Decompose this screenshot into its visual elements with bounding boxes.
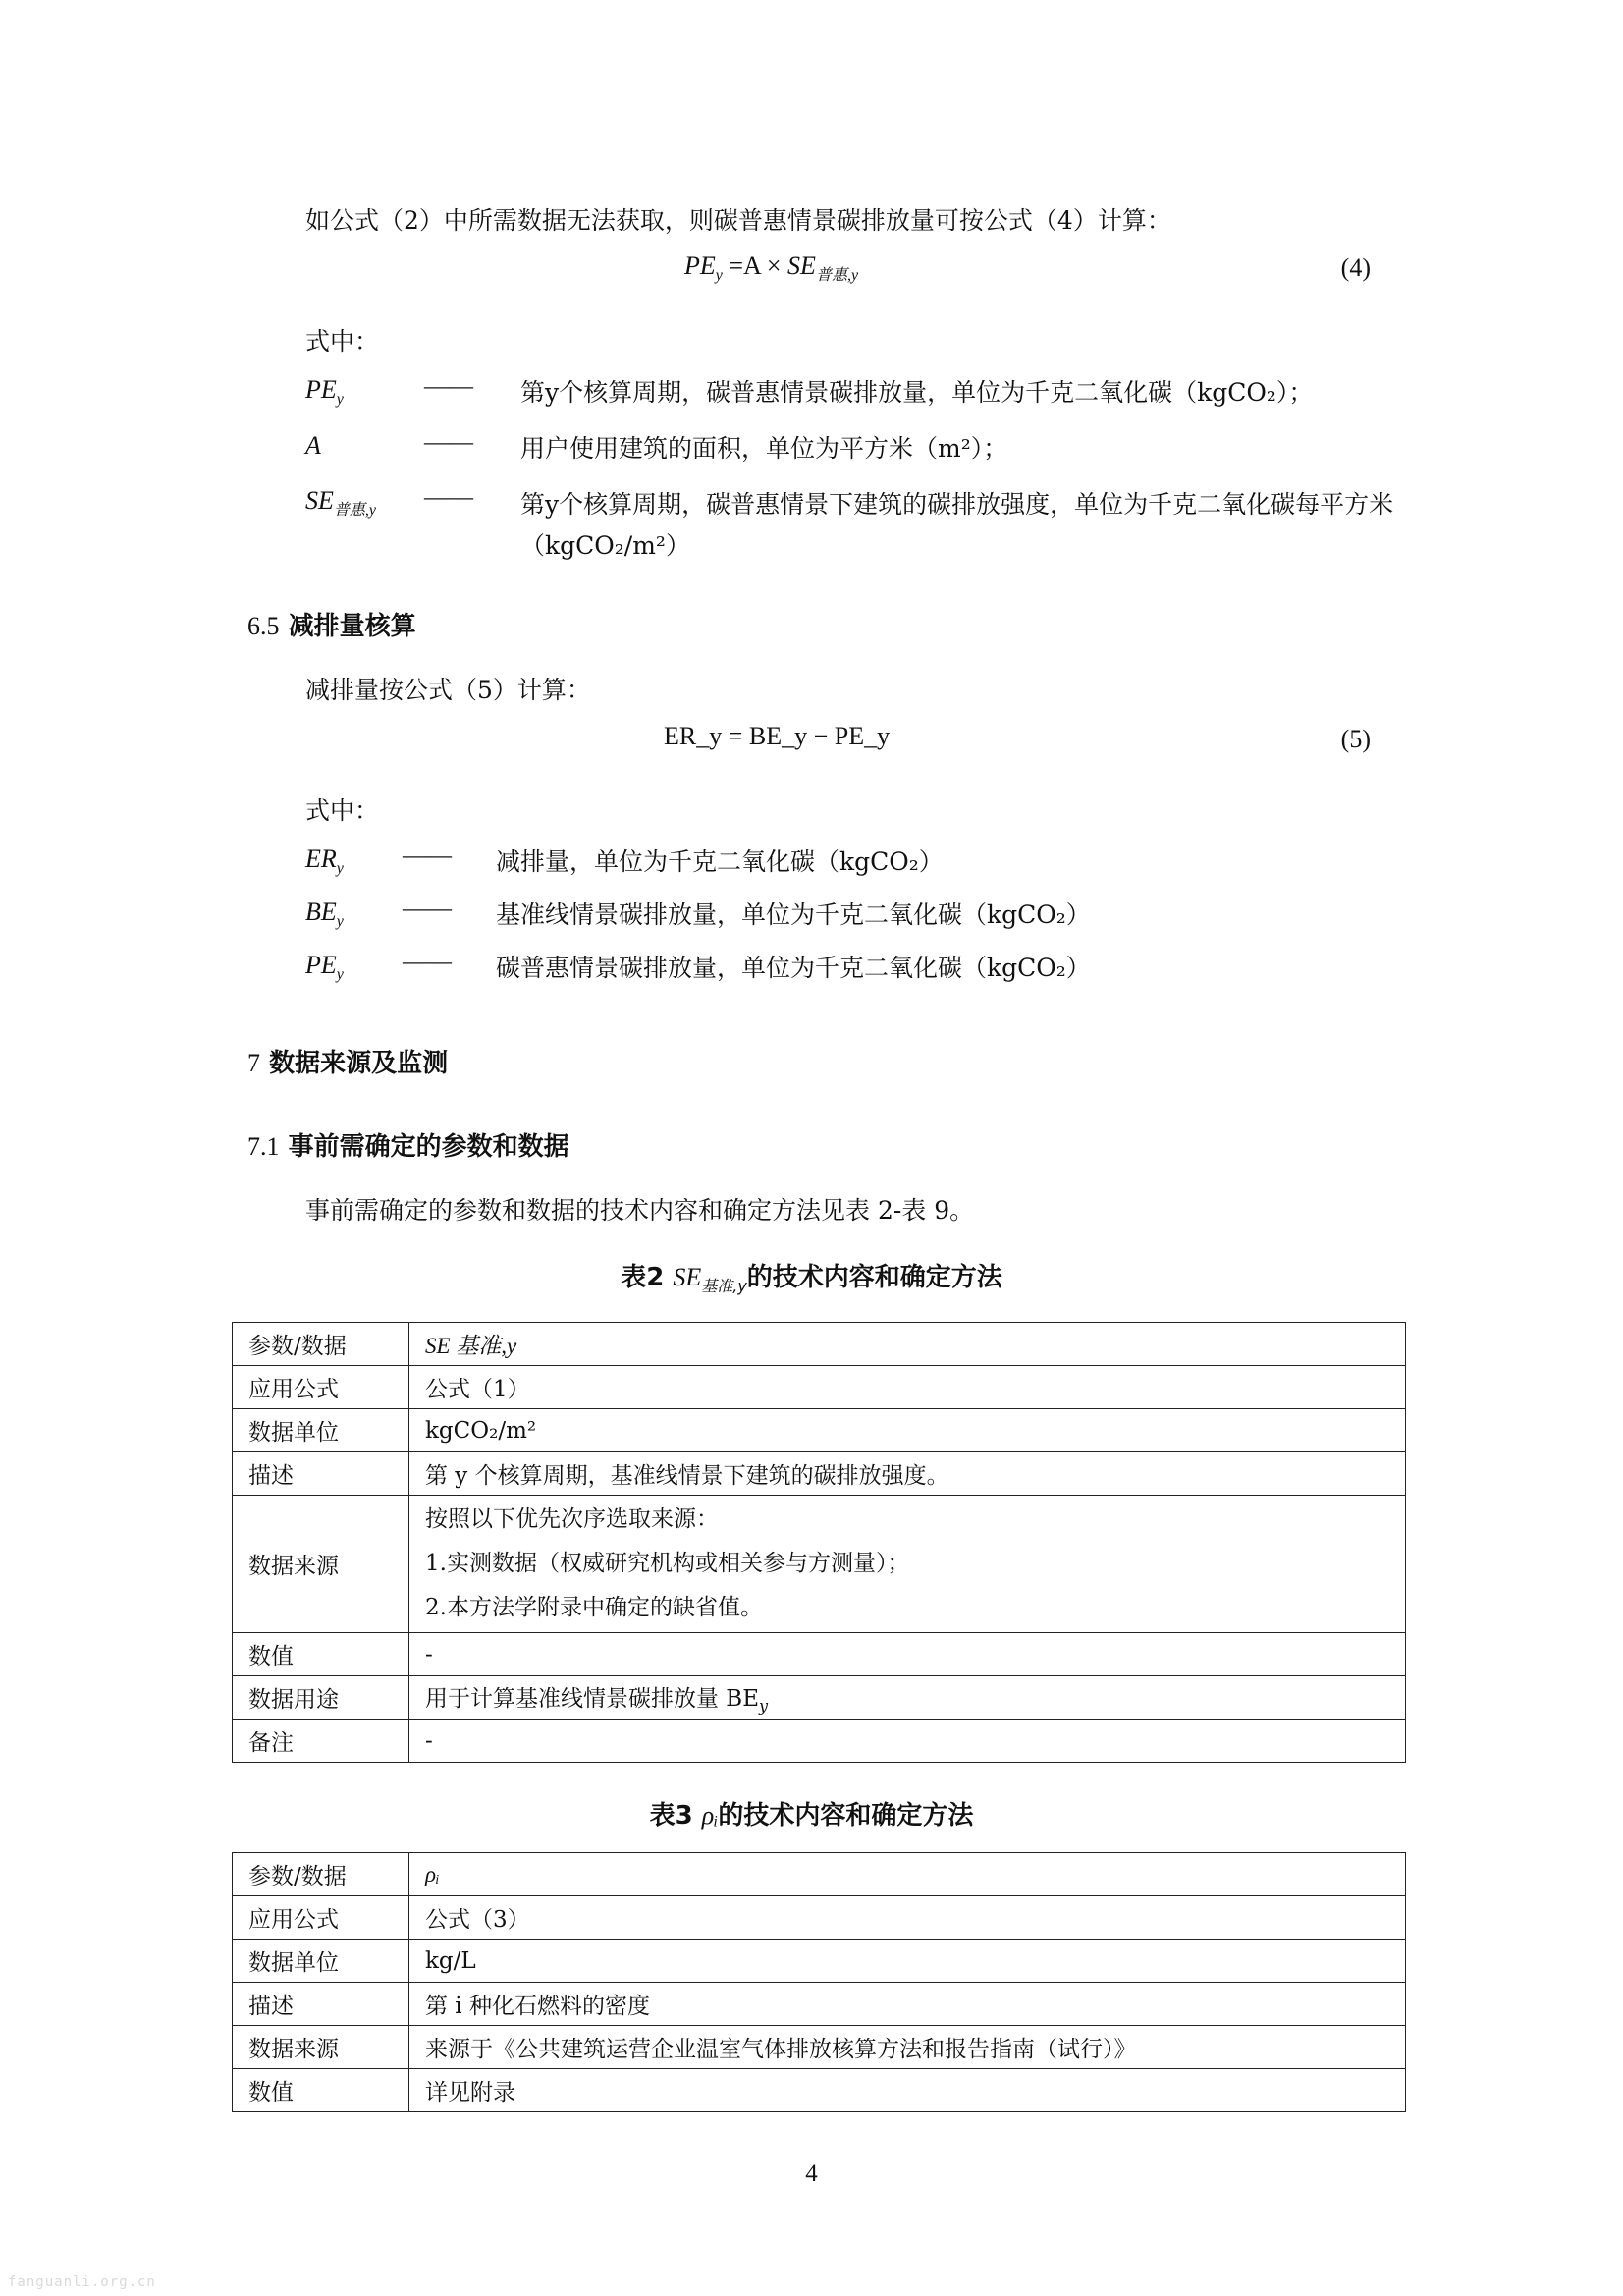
- page-number: 4: [805, 2160, 818, 2187]
- table-row: [233, 1676, 1406, 1720]
- table-2-value: [409, 1496, 1406, 1633]
- formula-4-op: =A ×: [729, 251, 782, 280]
- table-3-value: kg/L: [409, 1940, 1406, 1983]
- table-row: [233, 1983, 1406, 2026]
- section-7-title: 数据来源及监测: [269, 1049, 449, 1078]
- table-3-key: 参数/数据: [233, 1853, 409, 1896]
- table-3-key: 数值: [233, 2069, 409, 2112]
- table-2-value-text: SE 基准,y: [425, 1334, 517, 1358]
- def5-dash-1: ——: [403, 843, 452, 869]
- table-2-value: 公式（1）: [409, 1366, 1406, 1409]
- table-2-value: [409, 1323, 1406, 1366]
- section-7-1-title: 事前需确定的参数和数据: [288, 1132, 569, 1162]
- table-row: [233, 2026, 1406, 2069]
- table-2-value: -: [409, 1720, 1406, 1763]
- formula-4-rhs-sub: 普惠,y: [815, 267, 859, 285]
- table-row: [233, 1496, 1406, 1633]
- table-2-key: 数值: [233, 1633, 409, 1676]
- section-7-1-heading: [247, 1126, 569, 1163]
- table-3-value: [409, 1853, 1406, 1896]
- def5-desc-2: 基准线情景碳排放量，单位为千克二氧化碳（kgCO₂）: [496, 901, 1091, 929]
- def4-desc-3: 第y个核算周期，碳普惠情景下建筑的碳排放强度，单位为千克二氧化碳每平方米（kgCO₂/m²）: [520, 490, 1394, 560]
- formula-5: ER_y = BE_y − PE_y: [664, 722, 891, 750]
- formula-4-lhs-sub: y: [715, 267, 723, 285]
- section-7-1-paragraph: 事前需确定的参数和数据的技术内容和确定方法见表 2-表 9。: [305, 1196, 975, 1225]
- def5-symbol-2: $BE_y$: [305, 898, 344, 931]
- table-2-caption-symbol: SE: [673, 1263, 702, 1291]
- section-6-5-paragraph: 减排量按公式（5）计算：: [305, 676, 591, 704]
- table-row: [233, 1940, 1406, 1983]
- where-label: 式中：: [305, 327, 380, 355]
- table-2-source-line-1: 按照以下优先次序选取来源：: [425, 1506, 719, 1532]
- table-2-caption-prefix: 表2: [621, 1263, 665, 1292]
- table-row: [233, 1720, 1406, 1763]
- table-row: [233, 1633, 1406, 1676]
- def4-dash-2: ——: [424, 429, 473, 456]
- section-6-5-heading: [247, 606, 416, 642]
- section-6-5-number: 6.5: [247, 612, 280, 640]
- formula-4-lhs: PE: [684, 251, 716, 280]
- table-row: [233, 1452, 1406, 1496]
- table-3-value: 公式（3）: [409, 1896, 1406, 1940]
- table-3-value: 详见附录: [409, 2069, 1406, 2112]
- table-row: [233, 1896, 1406, 1940]
- formula-4-rhs: SE: [787, 251, 816, 280]
- table-3-value: 第 i 种化石燃料的密度: [409, 1983, 1406, 2026]
- def5-dash-3: ——: [403, 949, 452, 975]
- where-label-2: 式中：: [305, 796, 380, 825]
- def4-symbol-3: $SE_{普惠,y}$: [305, 486, 376, 519]
- table-row: [233, 2069, 1406, 2112]
- table-2-key: 参数/数据: [233, 1323, 409, 1366]
- def5-symbol-3: $PE_y$: [305, 951, 344, 984]
- table-2-usage-sub: y: [759, 1696, 769, 1716]
- equation-number-5: (5): [1340, 725, 1371, 753]
- table-2-value: [409, 1676, 1406, 1720]
- table-2-key: 应用公式: [233, 1366, 409, 1409]
- table-2-source-line-2: 1.实测数据（权威研究机构或相关参与方测量）；: [425, 1551, 910, 1576]
- table-row: [233, 1409, 1406, 1452]
- section-7-heading: [247, 1043, 448, 1079]
- table-3-caption-symbol: ρᵢ: [701, 1801, 719, 1830]
- def4-dash-1: ——: [424, 373, 473, 400]
- table-2-key: 数据来源: [233, 1496, 409, 1633]
- def5-desc-3: 碳普惠情景碳排放量，单位为千克二氧化碳（kgCO₂）: [496, 954, 1091, 982]
- table-2-source-line-3: 2.本方法学附录中确定的缺省值。: [425, 1595, 763, 1620]
- def4-dash-3: ——: [424, 484, 473, 511]
- table-2-caption: [0, 1257, 1623, 1296]
- table-2-key: 数据用途: [233, 1676, 409, 1720]
- table-row: [233, 1323, 1406, 1366]
- def5-desc-1: 减排量，单位为千克二氧化碳（kgCO₂）: [496, 847, 944, 876]
- def5-symbol-1: $ER_y$: [305, 845, 344, 878]
- table-3-value-text: ρᵢ: [425, 1861, 440, 1886]
- table-2: [232, 1322, 1406, 1763]
- def4-symbol-2: A: [305, 431, 321, 460]
- table-2-caption-symbol-sub: 基准,y: [701, 1277, 747, 1296]
- section-7-number: 7: [247, 1049, 260, 1077]
- table-2-value: kgCO₂/m²: [409, 1409, 1406, 1452]
- def5-dash-2: ——: [403, 896, 452, 922]
- table-3-caption: [0, 1795, 1623, 1831]
- table-3-key: 应用公式: [233, 1896, 409, 1940]
- table-3-key: 描述: [233, 1983, 409, 2026]
- table-3-key: 数据来源: [233, 2026, 409, 2069]
- table-row: [233, 1366, 1406, 1409]
- section-6-5-title: 减排量核算: [288, 612, 416, 641]
- table-2-value: 第 y 个核算周期，基准线情景下建筑的碳排放强度。: [409, 1452, 1406, 1496]
- table-3: [232, 1852, 1406, 2112]
- table-3-key: 数据单位: [233, 1940, 409, 1983]
- watermark-text: fanguanli.org.cn: [8, 2274, 156, 2290]
- table-row: [233, 1853, 1406, 1896]
- table-3-value: 来源于《公共建筑运营企业温室气体排放核算方法和报告指南（试行）》: [409, 2026, 1406, 2069]
- table-2-key: 数据单位: [233, 1409, 409, 1452]
- def4-desc-1: 第y个核算周期，碳普惠情景碳排放量，单位为千克二氧化碳（kgCO₂）；: [520, 378, 1314, 407]
- def4-symbol-1: $PE_y$: [305, 375, 344, 409]
- table-2-usage-text: 用于计算基准线情景碳排放量 BE: [425, 1685, 760, 1712]
- formula-4: [684, 251, 858, 285]
- table-3-caption-suffix: 的技术内容和确定方法: [718, 1801, 974, 1831]
- def4-desc-2: 用户使用建筑的面积，单位为平方米（m²）；: [520, 434, 1008, 463]
- table-2-value: -: [409, 1633, 1406, 1676]
- table-2-caption-suffix: 的技术内容和确定方法: [746, 1263, 1002, 1292]
- intro-paragraph: 如公式（2）中所需数据无法获取，则碳普惠情景碳排放量可按公式（4）计算：: [305, 206, 1171, 235]
- table-3-caption-prefix: 表3: [649, 1801, 693, 1831]
- equation-number-4: (4): [1340, 253, 1371, 282]
- table-2-key: 备注: [233, 1720, 409, 1763]
- section-7-1-number: 7.1: [247, 1132, 280, 1161]
- table-2-key: 描述: [233, 1452, 409, 1496]
